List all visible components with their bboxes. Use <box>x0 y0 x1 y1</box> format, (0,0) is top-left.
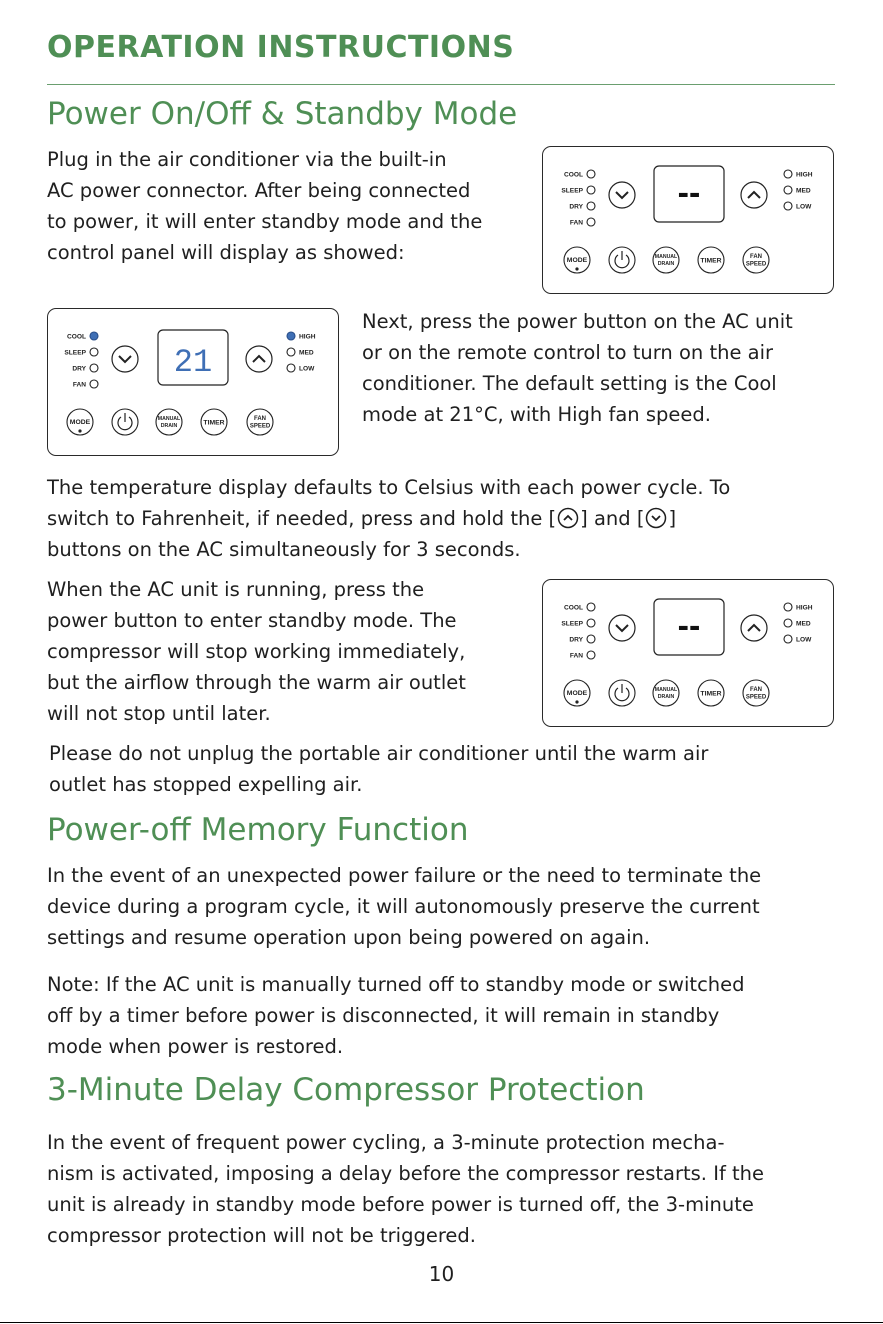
mode-indicator-cool-active <box>90 332 98 340</box>
svg-text:TIMER: TIMER <box>700 690 722 698</box>
svg-text:SPEED: SPEED <box>745 694 767 701</box>
text-line: mode at 21°C, with High fan speed. <box>362 403 711 426</box>
mode-indicator-fan <box>587 218 595 226</box>
page-title: OPERATION INSTRUCTIONS <box>47 30 515 65</box>
power-button[interactable] <box>609 247 635 273</box>
mode-label-sleep: SLEEP <box>64 349 86 357</box>
svg-text:DRAIN: DRAIN <box>657 261 675 267</box>
mode-label-fan: FAN <box>569 652 583 660</box>
svg-text:TIMER: TIMER <box>700 257 722 265</box>
speed-label-high: HIGH <box>796 171 813 179</box>
mode-indicator-sleep <box>587 186 595 194</box>
bottom-divider <box>0 1322 883 1323</box>
mode-label-cool: COOL <box>66 333 86 341</box>
svg-text:MODE: MODE <box>566 690 588 697</box>
text-line: settings and resume operation upon being powered on again. <box>47 926 651 949</box>
speed-indicator-high-active <box>287 332 295 340</box>
manual-drain-button[interactable] <box>653 680 679 706</box>
temp-up-button[interactable] <box>246 346 272 372</box>
mode-label-sleep: SLEEP <box>561 620 583 628</box>
paragraph-plug-in <box>47 144 482 268</box>
speed-indicator-high <box>784 603 792 611</box>
page-number: 10 <box>428 1262 455 1286</box>
svg-text:MODE: MODE <box>566 257 588 264</box>
svg-text:SPEED: SPEED <box>249 423 271 430</box>
paragraph-fahrenheit <box>47 472 730 565</box>
mode-button[interactable] <box>564 247 590 273</box>
timer-button[interactable] <box>201 409 227 435</box>
display-readout: 21 <box>173 344 213 381</box>
text-line: or on the remote control to turn on the air <box>362 341 774 364</box>
svg-text:MODE: MODE <box>69 419 91 426</box>
section-heading-power: Power On/Off & Standby Mode <box>47 96 518 132</box>
section-heading-memory: Power-off Memory Function <box>47 812 469 848</box>
svg-text:MANUAL: MANUAL <box>157 416 181 422</box>
mode-indicator-sleep <box>587 619 595 627</box>
mode-label-sleep: SLEEP <box>561 187 583 195</box>
mode-indicator-fan <box>90 380 98 388</box>
speed-label-med: MED <box>299 349 314 357</box>
text-line: device during a program cycle, it will autonomously preserve the current <box>47 895 760 918</box>
text-line-with-icons: switch to Fahrenheit, if needed, press and hold the [ ] and [ ] <box>47 507 677 530</box>
mode-indicator-dry <box>587 635 595 643</box>
temp-down-button[interactable] <box>112 346 138 372</box>
svg-text:DRAIN: DRAIN <box>160 423 178 429</box>
speed-indicator-high <box>784 170 792 178</box>
temp-down-button[interactable] <box>609 615 635 641</box>
paragraph-memory-note <box>47 969 745 1062</box>
mode-button[interactable] <box>67 409 93 435</box>
paragraph-power-on <box>362 306 793 430</box>
speed-indicator-low <box>784 202 792 210</box>
text-line: When the AC unit is running, press the <box>47 578 425 601</box>
drop-icon <box>78 429 81 432</box>
temp-down-button[interactable] <box>609 182 635 208</box>
mode-label-dry: DRY <box>569 203 583 211</box>
text-line: Next, press the power button on the AC unit <box>362 310 793 333</box>
text-line: buttons on the AC simultaneously for 3 seconds. <box>47 538 521 561</box>
mode-indicator-fan <box>587 651 595 659</box>
speed-label-low: LOW <box>796 636 812 644</box>
text-line: unit is already in standby mode before power is turned off, the 3-minute <box>47 1193 754 1216</box>
text-line: control panel will display as showed: <box>47 241 405 264</box>
text-line: Plug in the air conditioner via the built-in <box>47 148 447 171</box>
text-line: nism is activated, imposing a delay before the compressor restarts. If the <box>47 1162 765 1185</box>
text-line: to power, it will enter standby mode and the <box>47 210 483 233</box>
display-readout: -- <box>677 607 701 645</box>
speed-label-low: LOW <box>299 365 315 373</box>
svg-text:MANUAL: MANUAL <box>654 254 678 260</box>
text-line: off by a timer before power is disconnected, it will remain in standby <box>47 1004 720 1027</box>
power-button[interactable] <box>112 409 138 435</box>
speed-label-med: MED <box>796 620 811 628</box>
title-divider <box>47 84 835 85</box>
speed-indicator-low <box>287 364 295 372</box>
speed-label-med: MED <box>796 187 811 195</box>
mode-indicator-sleep <box>90 348 98 356</box>
text-line: compressor protection will not be triggered. <box>47 1224 476 1247</box>
control-panel-standby <box>542 146 834 294</box>
paragraph-delay <box>47 1127 764 1251</box>
speed-label-high: HIGH <box>796 604 813 612</box>
timer-button[interactable] <box>698 680 724 706</box>
manual-drain-button[interactable] <box>653 247 679 273</box>
section-heading-delay: 3-Minute Delay Compressor Protection <box>47 1072 645 1108</box>
drop-icon <box>575 267 578 270</box>
temp-up-button[interactable] <box>741 182 767 208</box>
display-readout: -- <box>677 174 701 212</box>
speed-label-low: LOW <box>796 203 812 211</box>
text-line: mode when power is restored. <box>47 1035 344 1058</box>
speed-indicator-med <box>784 186 792 194</box>
text-line: AC power connector. After being connected <box>47 179 471 202</box>
mode-label-cool: COOL <box>563 604 583 612</box>
mode-label-fan: FAN <box>569 219 583 227</box>
svg-text:TIMER: TIMER <box>203 419 225 427</box>
speed-indicator-med <box>287 348 295 356</box>
temp-up-button[interactable] <box>741 615 767 641</box>
text-line: Note: If the AC unit is manually turned off to standby mode or switched <box>47 973 745 996</box>
text-line: Please do not unplug the portable air conditioner until the warm air <box>49 742 709 765</box>
paragraph-unplug-warning <box>49 738 708 800</box>
svg-text:FAN: FAN <box>750 254 762 260</box>
mode-label-cool: COOL <box>563 171 583 179</box>
text-line: outlet has stopped expelling air. <box>49 773 363 796</box>
mode-label-fan: FAN <box>72 381 86 389</box>
manual-drain-button[interactable] <box>156 409 182 435</box>
mode-indicator-dry <box>90 364 98 372</box>
text-line: power button to enter standby mode. The <box>47 609 457 632</box>
fan-speed-button[interactable] <box>743 680 769 706</box>
mode-button[interactable] <box>564 680 590 706</box>
control-panel-standby-2 <box>542 579 834 727</box>
speed-indicator-low <box>784 635 792 643</box>
text-line: but the airflow through the warm air outlet <box>47 671 466 694</box>
fan-speed-button[interactable] <box>743 247 769 273</box>
speed-label-high: HIGH <box>299 333 316 341</box>
power-button[interactable] <box>609 680 635 706</box>
svg-text:DRAIN: DRAIN <box>657 694 675 700</box>
svg-text:FAN: FAN <box>750 687 762 693</box>
paragraph-standby <box>47 574 466 729</box>
svg-text:SPEED: SPEED <box>745 261 767 268</box>
text-line: In the event of frequent power cycling, a 3-minute protection mecha- <box>47 1131 725 1154</box>
mode-indicator-cool <box>587 170 595 178</box>
chevron-up-circle-icon <box>557 507 579 529</box>
text-line: conditioner. The default setting is the Cool <box>362 372 777 395</box>
mode-label-dry: DRY <box>569 636 583 644</box>
drop-icon <box>575 700 578 703</box>
mode-indicator-cool <box>587 603 595 611</box>
fan-speed-button[interactable] <box>247 409 273 435</box>
text-line: In the event of an unexpected power failure or the need to terminate the <box>47 864 762 887</box>
speed-indicator-med <box>784 619 792 627</box>
chevron-down-circle-icon <box>645 507 667 529</box>
text-line: compressor will stop working immediately, <box>47 640 466 663</box>
paragraph-memory <box>47 860 761 953</box>
mode-label-dry: DRY <box>72 365 86 373</box>
text-line: will not stop until later. <box>47 702 271 725</box>
timer-button[interactable] <box>698 247 724 273</box>
mode-indicator-dry <box>587 202 595 210</box>
control-panel-on <box>47 308 339 456</box>
svg-text:FAN: FAN <box>254 416 266 422</box>
svg-text:MANUAL: MANUAL <box>654 687 678 693</box>
text-line: The temperature display defaults to Celsius with each power cycle. To <box>47 476 731 499</box>
